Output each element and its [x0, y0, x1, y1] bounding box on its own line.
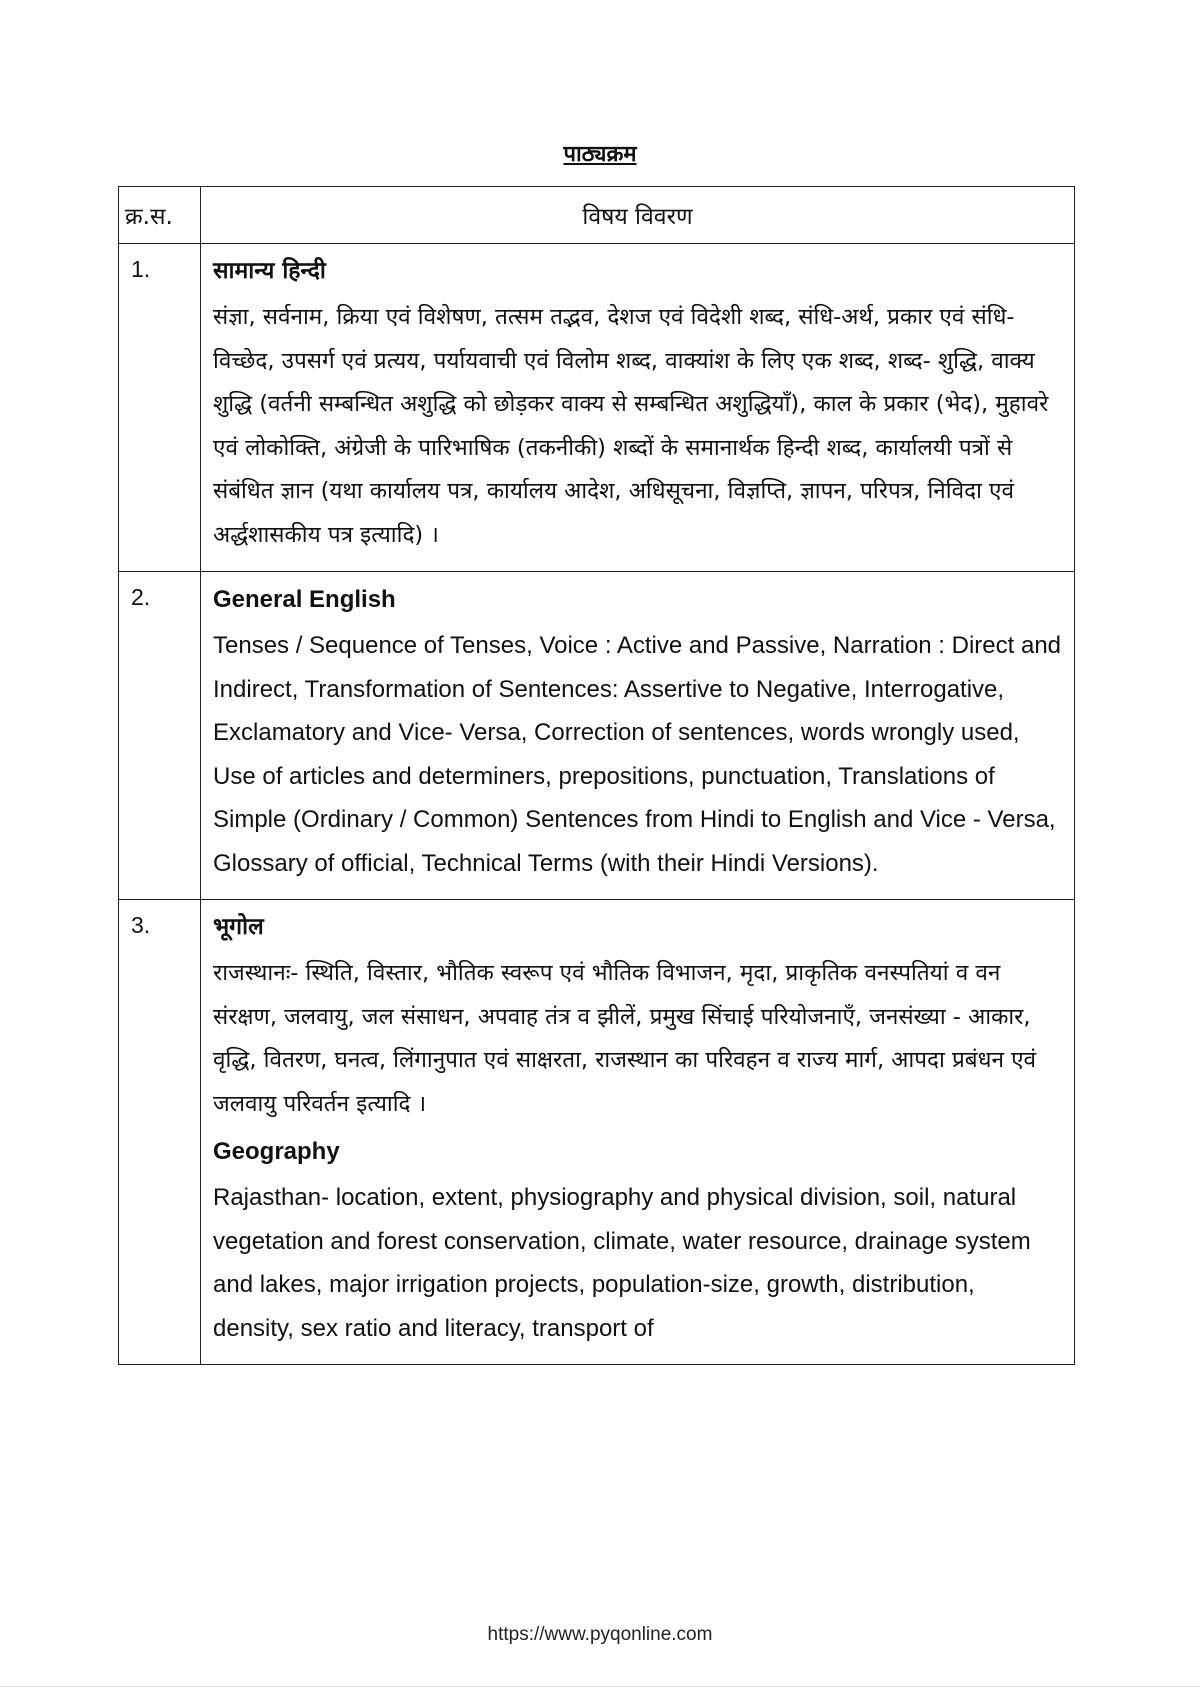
section-heading-geography: Geography: [213, 1138, 340, 1165]
row-content: [201, 900, 1075, 1365]
page-title: पाठ्यक्रम: [563, 142, 637, 167]
subject-details-header: विषय विवरण: [201, 187, 1075, 244]
row-content: [201, 244, 1075, 572]
footer-url[interactable]: https://www.pyqonline.com: [487, 1624, 713, 1645]
row-content: [201, 572, 1075, 900]
table-row: [119, 900, 1075, 1365]
row-number: 2.: [119, 572, 201, 900]
section-body-geography: Rajasthan- location, extent, physiography and physical division, soil, natural vegetation and forest conservation, climate, water resource, drainage system and lakes, major irrigation projects, population-size, growth, distribution, density, sex ratio and literacy, transport of: [213, 1184, 1031, 1342]
serial-number-header: क्र.स.: [119, 187, 201, 244]
section-heading-general-hindi: सामान्य हिन्दी: [213, 258, 326, 284]
row-number: 3.: [119, 900, 201, 1365]
section-body-geography-hindi: राजस्थानः- स्थिति, विस्तार, भौतिक स्वरूप एवं भौतिक विभाजन, मृदा, प्राकृतिक वनस्पतियां व वन संरक्षण, जलवायु, जल संसाधन, अपवाह तंत्र व झीलें, प्रमुख सिंचाई परियोजनाएँ, जनसंख्या - आकार, वृद्धि, वितरण, घनत्व, लिंगानुपात एवं साक्षरता, राजस्थान का परिवहन व राज्य मार्ग, आपदा प्रबंधन एवं जलवायु परिवर्तन इत्यादि ।: [213, 960, 1037, 1117]
section-body-general-english: Tenses / Sequence of Tenses, Voice : Active and Passive, Narration : Direct and Indirect, Transformation of Sentences: Assertive to Negative, Interrogative, Exclamatory and Vice- Versa, Correction of sentences, words wrongly used, Use of articles and determiners, prepositions, punctuation, Translations of Simple (Ordinary / Common) Sentences from Hindi to English and Vice - Versa, Glossary of official, Technical Terms (with their Hindi Versions).: [213, 632, 1062, 877]
table-row: [119, 572, 1075, 900]
table-header-row: [119, 187, 1075, 244]
row-number: 1.: [119, 244, 201, 572]
footer-divider: [0, 1686, 1200, 1687]
section-body-general-hindi: संज्ञा, सर्वनाम, क्रिया एवं विशेषण, तत्सम तद्भव, देशज एवं विदेशी शब्द, संधि-अर्थ, प्रकार एवं संधि-विच्छेद, उपसर्ग एवं प्रत्यय, पर्यायवाची एवं विलोम शब्द, वाक्यांश के लिए एक शब्द, शब्द- शुद्धि, वाक्य शुद्धि (वर्तनी सम्बन्धित अशुद्धि को छोड़कर वाक्य से सम्बन्धित अशुद्धियाँ), काल के प्रकार (भेद), मुहावरे एवं लोकोक्ति, अंग्रेजी के पारिभाषिक (तकनीकी) शब्दों के समानार्थक हिन्दी शब्द, कार्यालयी पत्रों से संबंधित ज्ञान (यथा कार्यालय पत्र, कार्यालय आदेश, अधिसूचना, विज्ञप्ति, ज्ञापन, परिपत्र, निविदा एवं अर्द्धशासकीय पत्र इत्यादि) ।: [213, 304, 1049, 548]
syllabus-table: [118, 186, 1075, 1365]
section-heading-general-english: General English: [213, 586, 396, 613]
table-row: [119, 244, 1075, 572]
section-heading-geography-hindi: भूगोल: [213, 914, 264, 940]
